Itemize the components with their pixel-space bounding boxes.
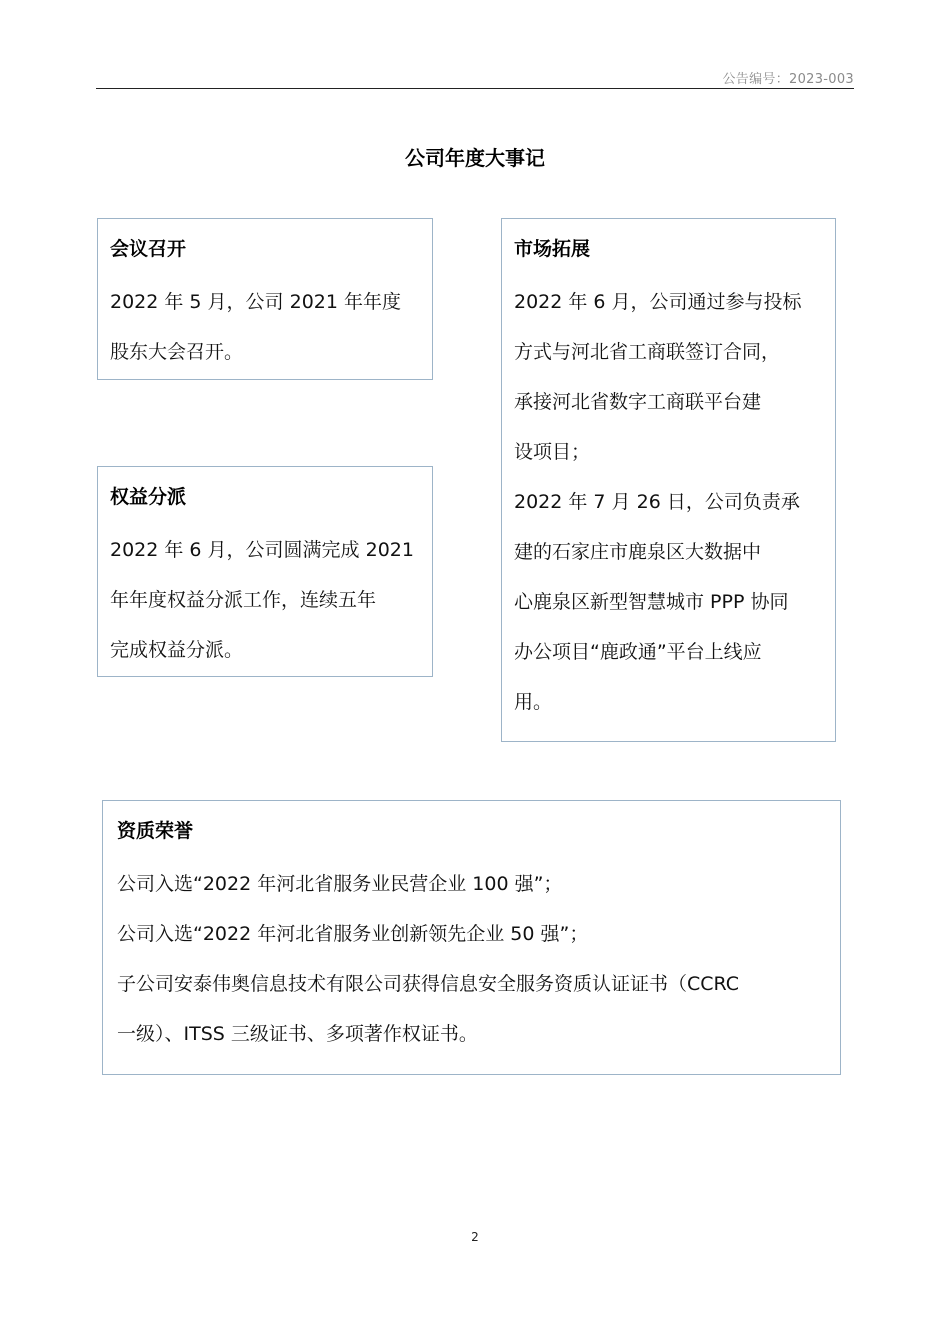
header-divider (96, 88, 854, 89)
market-line: 用。 (514, 691, 553, 713)
meeting-line: 股东大会召开。 (110, 341, 244, 363)
market-line: 方式与河北省工商联签订合同， (514, 341, 781, 363)
dividend-body (110, 525, 420, 675)
dividend-line: 年年度权益分派工作，连续五年 (110, 589, 377, 611)
meeting-body (110, 277, 420, 377)
market-box (501, 218, 836, 742)
market-line: 2022 年 7 月 26 日，公司负责承 (514, 491, 800, 513)
honor-heading: 资质荣誉 (117, 820, 194, 842)
honor-line: 子公司安泰伟奥信息技术有限公司获得信息安全服务资质认证证书（CCRC (117, 973, 740, 995)
dividend-line: 完成权益分派。 (110, 639, 244, 661)
honor-body (117, 859, 828, 1059)
meeting-heading: 会议召开 (110, 238, 187, 260)
market-line: 建的石家庄市鹿泉区大数据中 (514, 541, 762, 563)
dividend-heading: 权益分派 (110, 486, 187, 508)
meeting-box (97, 218, 433, 380)
honor-line: 公司入选“2022 年河北省服务业民营企业 100 强”； (117, 873, 563, 895)
dividend-box (97, 466, 433, 677)
dividend-line: 2022 年 6 月，公司圆满完成 2021 (110, 539, 414, 561)
page-title: 公司年度大事记 (405, 146, 545, 170)
market-line: 承接河北省数字工商联平台建 (514, 391, 762, 413)
market-line: 设项目； (514, 441, 591, 463)
market-line: 办公项目“鹿政通”平台上线应 (514, 641, 762, 663)
honor-line: 公司入选“2022 年河北省服务业创新领先企业 50 强”； (117, 923, 589, 945)
page-number: 2 (471, 1230, 479, 1244)
market-heading: 市场拓展 (514, 238, 591, 260)
honor-line: 一级）、ITSS 三级证书、多项著作权证书。 (117, 1023, 478, 1045)
announcement-number: 公告编号：2023-003 (722, 72, 854, 87)
market-body (514, 277, 823, 727)
honor-box (102, 800, 841, 1075)
market-line: 2022 年 6 月，公司通过参与投标 (514, 291, 802, 313)
meeting-line: 2022 年 5 月，公司 2021 年年度 (110, 291, 401, 313)
market-line: 心鹿泉区新型智慧城市 PPP 协同 (514, 591, 789, 613)
